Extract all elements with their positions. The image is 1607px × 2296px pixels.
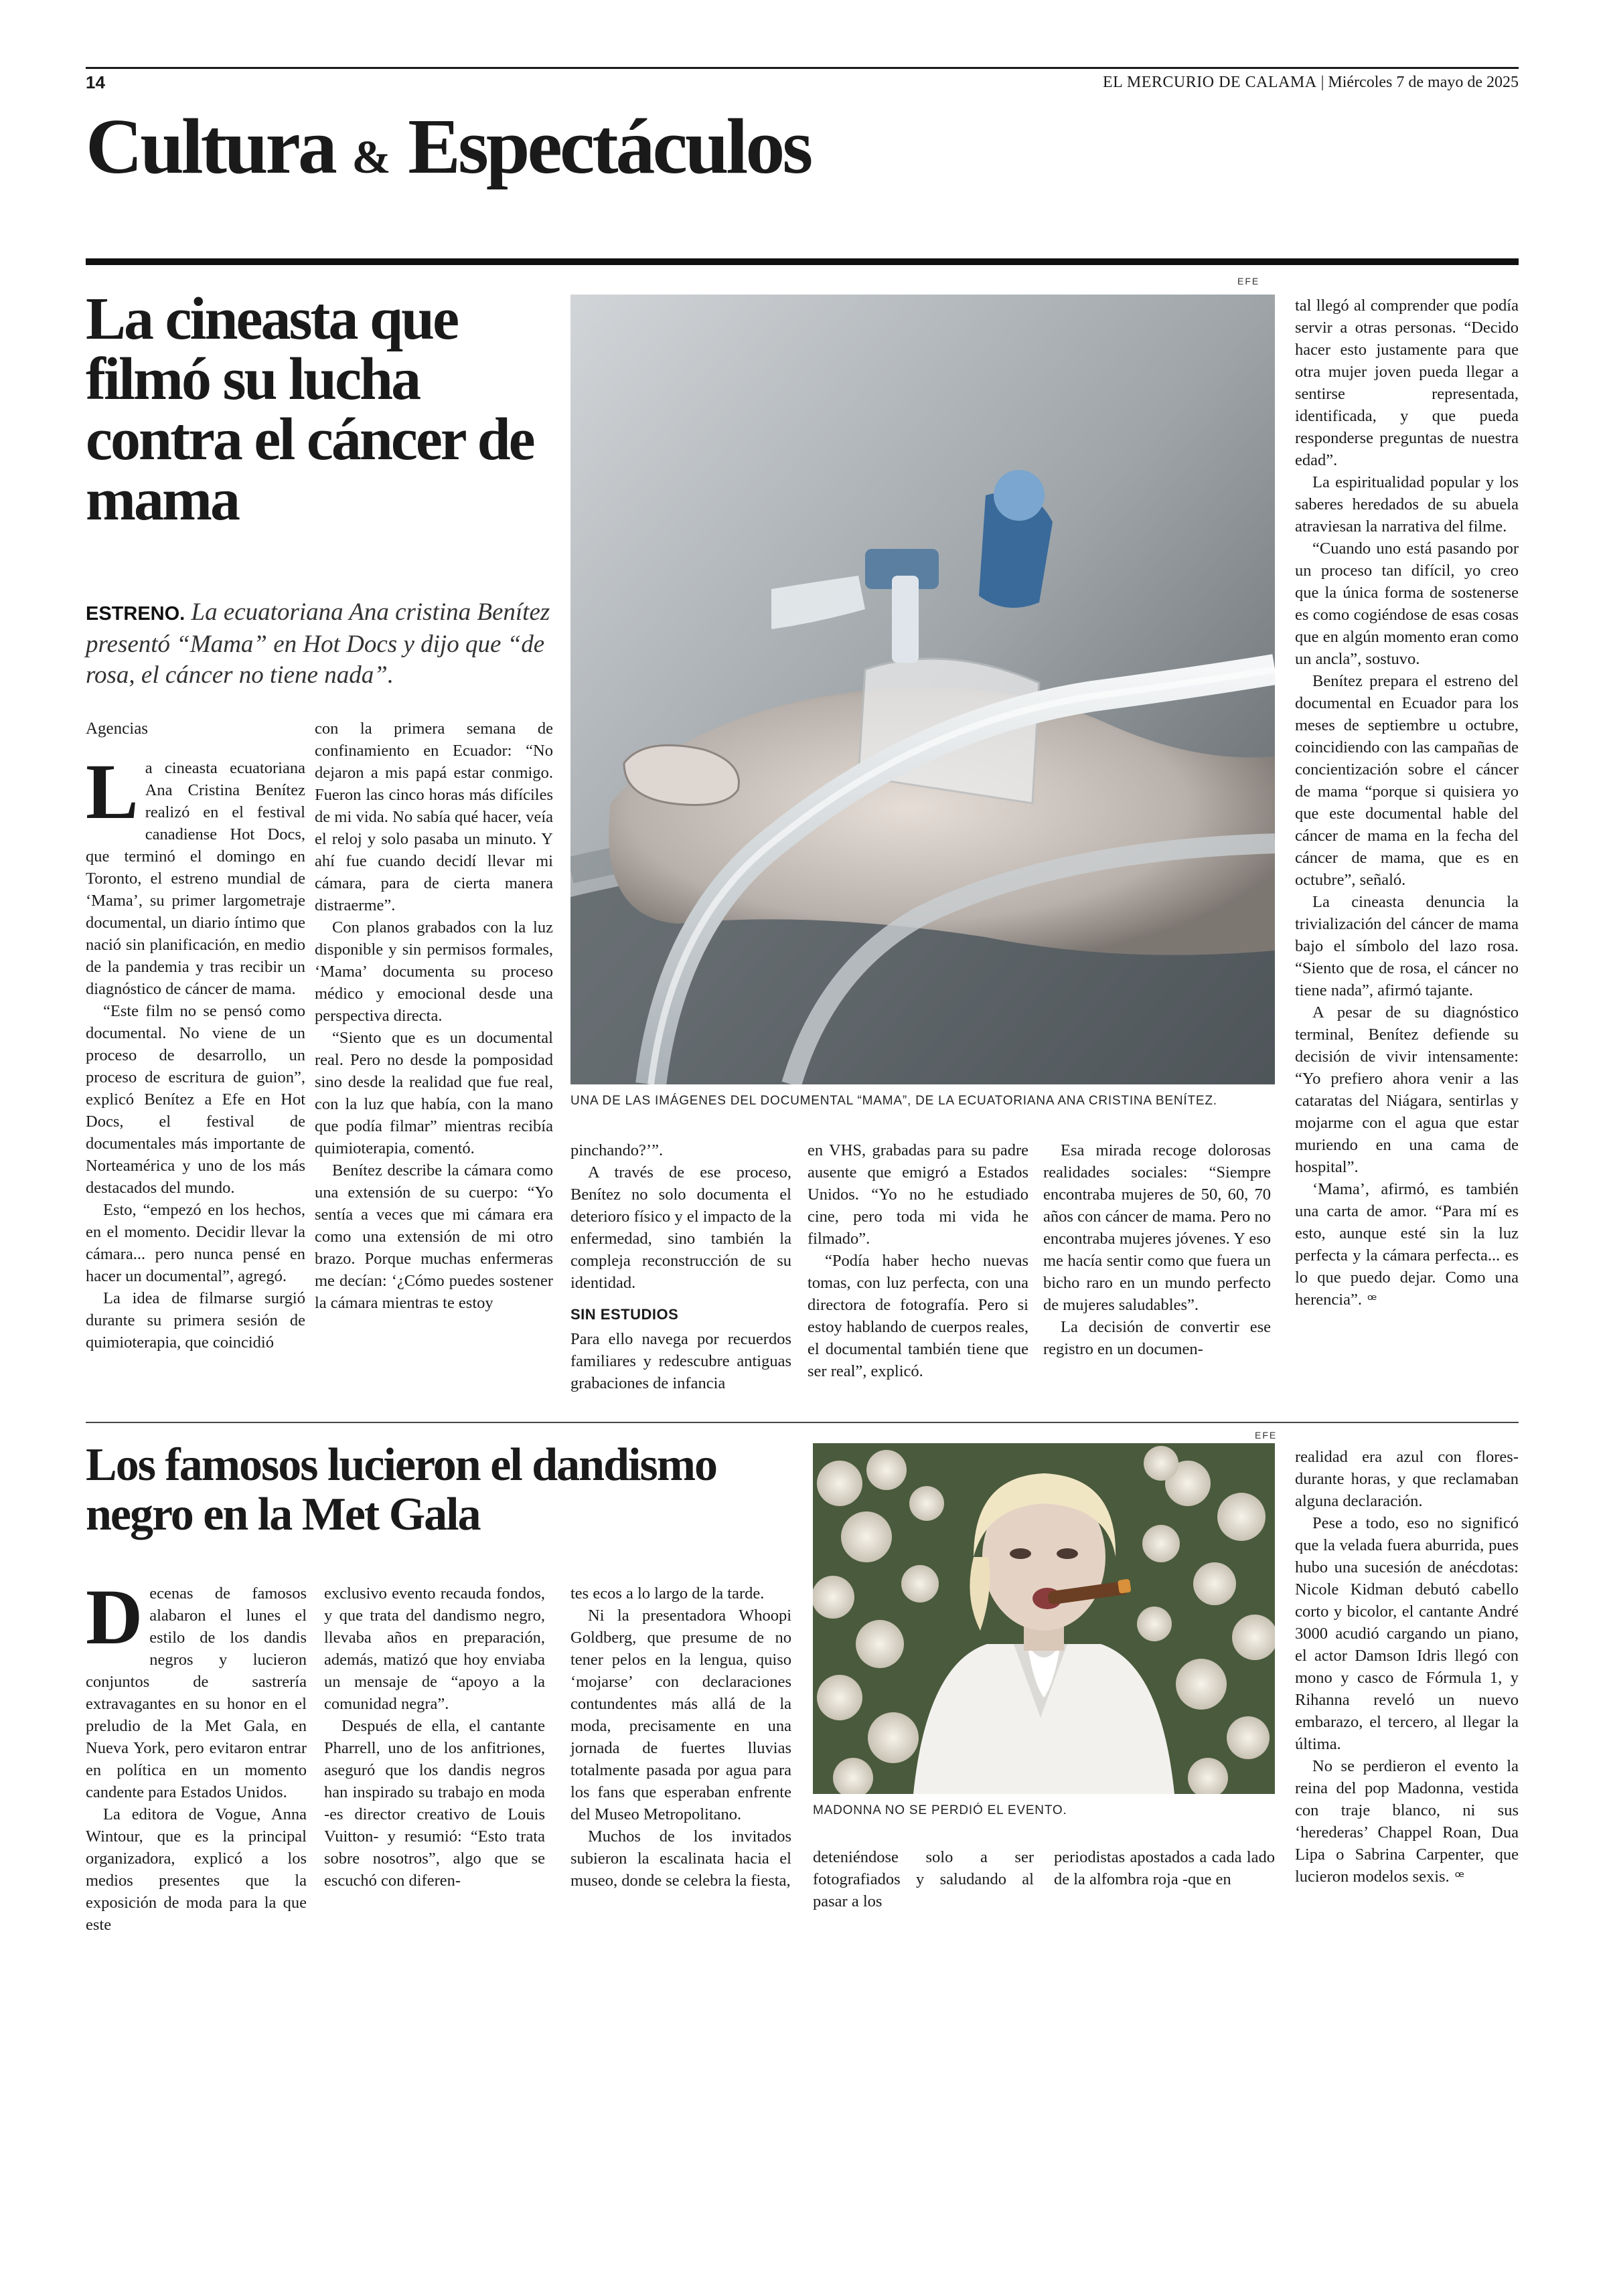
article1-column-2 — [315, 718, 553, 1314]
section-title-right: Espectáculos — [408, 102, 811, 190]
article2-paragraph: Ni la presentadora Whoopi Goldberg, que presume de no tener pelos en la lengua, quiso ‘mojarse’ con declaraciones contundentes más allá de la moda, precisamente en una jornada de fuertes lluvias totalmente pasada por agua para los fans que esperaban enfrente del Museo Metropolitano. — [570, 1607, 791, 1823]
article1-paragraph: con la primera semana de confinamiento en Ecuador: “No dejaron a mis papá estar conmigo. Fueron las cinco horas más difíciles de mi vida. No sabía qué hacer, veía el reloj y solo pasaba un minuto. Y ahí fue cuando decidí llevar mi cámara, para de cierta manera distraerme”. — [315, 720, 553, 914]
article2-paragraph: periodistas apostados a cada lado de la alfombra roja -que en — [1054, 1848, 1275, 1888]
article1-caption: UNA DE LAS IMÁGENES DEL DOCUMENTAL “MAMA”, DE LA ECUATORIANA ANA CRISTINA BENÍTEZ. — [570, 1094, 1217, 1108]
article2-caption: MADONNA NO SE PERDIÓ EL EVENTO. — [813, 1803, 1067, 1817]
article1-column-5 — [1043, 1139, 1271, 1360]
article2-column-3 — [570, 1582, 791, 1892]
issue-date: Miércoles 7 de mayo de 2025 — [1328, 74, 1519, 91]
article2-column-6 — [1295, 1446, 1519, 1888]
iv-hand-image — [570, 295, 1275, 1084]
article1-paragraph: tal llegó al comprender que podía servir a otras personas. “Decido hacer esto justamente para que otra mujer joven pueda llegar a sentirse representada, identificada, y que pueda responderse preguntas de nuestra edad”. — [1295, 297, 1519, 469]
article1-byline: Agencias — [86, 720, 149, 738]
article1-paragraph: “Este film no se pensó como documental. No viene de un proceso de desarrollo, un proceso de escritura de guion”, explicó Benítez a Efe en Hot Docs, el festival de documentales más importante de Norteamérica y uno de los más destacados del mundo. — [86, 1002, 305, 1197]
article1-paragraph: La cineasta ecuatoriana Ana Cristina Benítez realizó en el festival canadiense Hot Docs, que terminó el domingo en Toronto, el estreno mundial de ‘Mama’, su primer largometraje documental, un diario íntimo que nació sin planificación, en medio de la pandemia y tras recibir un diagnóstico de cáncer de mama. — [86, 748, 305, 998]
article1-column-4 — [808, 1139, 1028, 1382]
article2-paragraph: La editora de Vogue, Anna Wintour, que es la principal organizadora, explicó a los medios presentes que la exposición de moda para la que este — [86, 1805, 307, 1934]
article1-paragraph: Esa mirada recoge dolorosas realidades sociales: “Siempre encontraba mujeres de 50, 60, 70 años con cáncer de mama. Pero no encontraba mujeres jóvenes. Y eso me hacía sentir como que fuera un bicho raro en un mundo perfecto de mujeres saludables”. — [1043, 1141, 1271, 1314]
article1-paragraph: “Podía haber hecho nuevas tomas, con luz perfecta, con una directora de fotografía. Pero si estoy hablando de cuerpos reales, el documental también tiene que ser real”, explicó. — [808, 1252, 1028, 1380]
article2-paragraph: Pese a todo, eso no significó que la velada fuera aburrida, pues hubo una sucesión de anécdotas: Nicole Kidman debutó cabello corto y bicolor, el cantante André 3000 acudió cargando un piano, el actor Damson Idris llegó con mono y casco de Fórmula 1, y Rihanna reveló un nuevo embarazo, el tercero, al llegar la última. — [1295, 1514, 1519, 1753]
article2-paragraph: Muchos de los invitados subieron la escalinata hacia el museo, donde se celebra la fiesta, — [570, 1827, 791, 1890]
article2-column-2 — [324, 1582, 545, 1892]
article1-paragraph: Benítez prepara el estreno del documental en Ecuador para los meses de septiembre u octubre, coincidiendo con las campañas de concientización sobre el cáncer de mama “porque si quisiera yo que este documental hable del cáncer de mama en la fecha del cáncer de mama, que es en octubre”, señaló. — [1295, 672, 1519, 889]
article1-deck-text: La ecuatoriana Ana cristina Benítez presentó “Mama” en Hot Docs y dijo que “de rosa, el cáncer no tiene nada”. — [86, 598, 550, 689]
article1-paragraph: La cineasta denuncia la trivialización del cáncer de mama bajo el símbolo del lazo rosa. “Siento que de rosa, el cáncer no tiene nada”, afirmó tajante. — [1295, 893, 1519, 999]
madonna-image — [813, 1443, 1275, 1794]
article1-dropcap: L — [86, 748, 139, 835]
article1-subhead: SIN ESTUDIOS — [570, 1306, 679, 1323]
article2-photo — [813, 1443, 1275, 1794]
article2-column-5 — [1054, 1846, 1275, 1890]
article1-column-6 — [1295, 295, 1519, 1311]
article2-paragraph: No se perdieron el evento la reina del pop Madonna, vestida con traje blanco, ni sus ‘herederas’ Chappel Roan, Dua Lipa o Sabrina Carpenter, que lucieron modelos sexis. ꟹ — [1295, 1757, 1519, 1886]
article1-paragraph: La idea de filmarse surgió durante su primera sesión de quimioterapia, que coincidió — [86, 1289, 305, 1351]
article1-paragraph: La decisión de convertir ese registro en un documen- — [1043, 1318, 1271, 1358]
article2-column-1 — [86, 1573, 307, 1936]
article2-headline: Los famosos lucieron el dandismo negro en la Met Gala — [86, 1439, 717, 1540]
section-title — [86, 102, 811, 190]
article1-paragraph: Benítez describe la cámara como una extensión de su cuerpo: “Yo sentía a veces que mi cámara era como una extensión de mi otro brazo. Porque muchas enfermeras me decían: ‘¿Cómo puedes sostener la cámara mientras te estoy — [315, 1161, 553, 1312]
article1-column-3 — [570, 1139, 791, 1394]
article1-paragraph: Esto, “empezó en los hechos, en el momento. Decidir llevar la cámara... pero nunca pensé en hacer un documental”, agregó. — [86, 1201, 305, 1285]
masthead-separator: | — [1320, 74, 1324, 91]
article2-paragraph: exclusivo evento recauda fondos, y que trata del dandismo negro, llevaba años en preparación, además, matizó que hoy enviaba un mensaje de “apoyo a la comunidad negra”. — [324, 1584, 545, 1713]
article1-headline: La cineasta que filmó su lucha contra el cáncer de mama — [86, 286, 534, 533]
article2-end-mark: ꟹ — [1454, 1869, 1464, 1886]
article1-paragraph: ‘Mama’, afirmó, es también una carta de amor. “Para mí es esto, aunque esté sin la luz perfecta y la cámara perfecta... es lo que puedo dejar. Como una herencia”. ꟹ — [1295, 1180, 1519, 1309]
article2-paragraph: realidad era azul con flores- durante horas, y que reclamaban alguna declaración. — [1295, 1448, 1519, 1510]
article1-paragraph: “Cuando uno está pasando por un proceso tan difícil, yo creo que la única forma de sostenerse es como cogiéndose de esas cosas que en algún momento eran como un ancla”, sostuvo. — [1295, 540, 1519, 668]
article1-paragraph: Con planos grabados con la luz disponible y sin permisos formales, ‘Mama’ documenta su proceso médico y emocional desde una perspectiva directa. — [315, 918, 553, 1025]
article1-end-mark: ꟹ — [1367, 1292, 1377, 1309]
article1-kicker: ESTRENO. — [86, 603, 185, 625]
article1-paragraph: “Siento que es un documental real. Pero no desde la pomposidad sino desde la realidad que fue real, con la luz que había, con la mano que podía filmar” mientras recibía quimioterapia, comentó. — [315, 1029, 553, 1157]
masthead — [1103, 74, 1519, 92]
article1-paragraph: Para ello navega por recuerdos familiares y redescubre antiguas grabaciones de infancia — [570, 1330, 791, 1392]
section-title-left: Cultura — [86, 102, 335, 190]
section-title-amp: & — [352, 132, 391, 183]
article1-paragraph: pinchando?’”. — [570, 1141, 664, 1159]
article2-paragraph: tes ecos a lo largo de la tarde. — [570, 1584, 765, 1603]
article1-paragraph: A través de ese proceso, Benítez no solo documenta el deterioro físico y el impacto de la enfermedad, sino también la compleja reconstrucción de su identidad. — [570, 1163, 791, 1292]
article1-paragraph: en VHS, grabadas para su padre ausente que emigró a Estados Unidos. “Yo no he estudiado cine, pero toda mi vida he filmado”. — [808, 1141, 1028, 1248]
article2-paragraph: deteniéndose solo a ser fotografiados y saludando al pasar a los — [813, 1848, 1034, 1910]
article1-photo-credit: EFE — [1237, 276, 1260, 286]
page-number: 14 — [86, 72, 105, 92]
paper-name: EL MERCURIO DE CALAMA — [1102, 74, 1317, 91]
section-rule — [86, 258, 1519, 265]
article1-photo — [570, 295, 1275, 1084]
article1-paragraph: A pesar de su diagnóstico terminal, Benítez defiende su decisión de vivir intensamente: “Yo prefiero ahora venir a las cataratas del Niágara, sentirlas y mojarme con el agua que estar muriendo en una cama de hospital”. — [1295, 1003, 1519, 1176]
article2-dropcap: D — [86, 1573, 143, 1661]
article2-paragraph: Decenas de famosos alabaron el lunes el estilo de los dandis negros y lucieron conjuntos de sastrería extravagantes en su honor en el preludio de la Met Gala, en Nueva York, pero evitaron entrar en política en un momento candente para Estados Unidos. — [86, 1573, 307, 1801]
article2-column-4 — [813, 1846, 1034, 1912]
article1-column-1 — [86, 718, 305, 1354]
top-rule — [86, 67, 1519, 69]
article-divider — [86, 1422, 1519, 1423]
article1-paragraph: La espiritualidad popular y los saberes heredados de su abuela atraviesan la narrativa del filme. — [1295, 473, 1519, 536]
article2-photo-credit: EFE — [1255, 1430, 1278, 1441]
article2-paragraph: Después de ella, el cantante Pharrell, uno de los anfitriones, aseguró que los dandis negros han inspirado su trabajo en moda -es director creativo de Louis Vuitton- y resumió: “Esto trata sobre nosotros”, algo que se escuchó con diferen- — [324, 1717, 545, 1890]
article1-deck — [86, 597, 554, 691]
